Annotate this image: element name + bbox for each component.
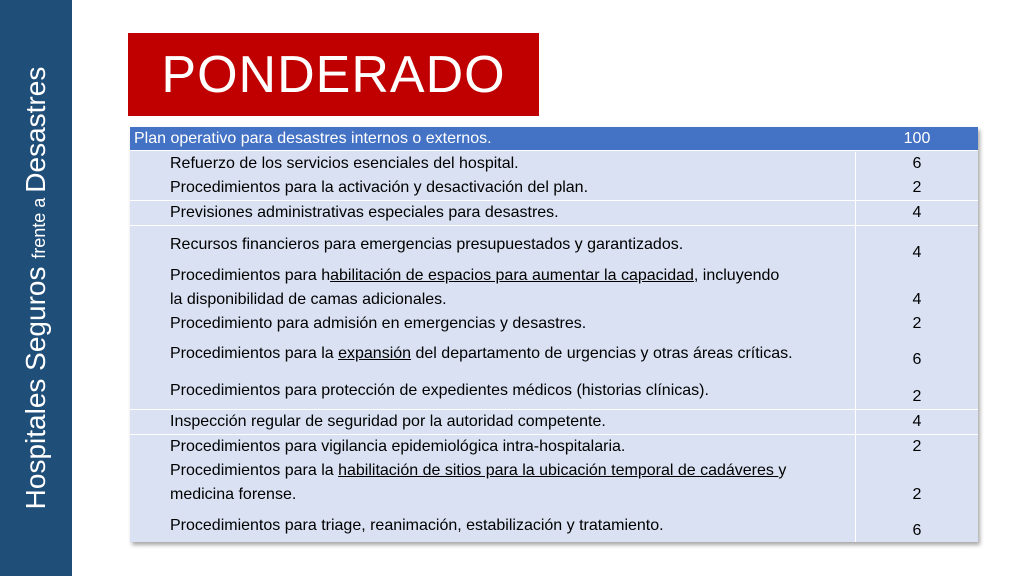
table-row-label: Procedimientos para protección de expedientes médicos (historias clínicas).: [170, 382, 709, 399]
table-header-row: [130, 127, 978, 150]
table-row-value: 4: [912, 413, 922, 430]
header-label: Plan operativo para desastres internos o externos.: [134, 129, 492, 147]
table-row-value: 6: [912, 155, 922, 172]
sidebar-band: [0, 0, 72, 576]
table-row-label: Procedimientos para triage, reanimación, estabilización y tratamiento.: [170, 517, 664, 534]
table-row-label: Recursos financieros para emergencias presupuestados y garantizados.: [170, 236, 684, 253]
table-row-value: 2: [912, 179, 922, 196]
page-title: PONDERADO: [161, 45, 506, 104]
table-row-label: Procedimientos para la habilitación de sitios para la ubicación temporal de cadáveres y: [170, 462, 787, 479]
weights-table: [130, 127, 978, 542]
table-row-label: Procedimientos para la expansión del departamento de urgencias y otras áreas críticas.: [170, 345, 793, 362]
table-row-value: 6: [912, 351, 922, 368]
header-value: 100: [903, 129, 931, 147]
table-row-label: Procedimientos para vigilancia epidemiológica intra-hospitalaria.: [170, 438, 626, 455]
table-group: [130, 150, 978, 200]
table-row-value: 6: [912, 522, 922, 539]
sidebar-title-part2: frente a: [29, 192, 49, 259]
table-row-label: Inspección regular de seguridad por la autoridad competente.: [170, 413, 606, 430]
table-row-label: Procedimientos para habilitación de espacios para aumentar la capacidad, incluyendo: [170, 267, 780, 284]
table-row-label: Previsiones administrativas especiales para desastres.: [170, 204, 559, 221]
table-row-label: Procedimientos para la activación y desactivación del plan.: [170, 179, 589, 196]
sidebar-title: [20, 67, 52, 510]
table-row-value: 4: [912, 291, 922, 308]
table-row-label: medicina forense.: [170, 486, 297, 503]
table-row-label: Procedimiento para admisión en emergencias y desastres.: [170, 315, 587, 332]
table-group: [130, 434, 978, 542]
table-row-value: 2: [912, 315, 922, 332]
table-group: [130, 409, 978, 434]
sidebar-title-part3: Desastres: [20, 66, 51, 193]
table-row-value: 2: [912, 438, 922, 455]
table-row-label: Refuerzo de los servicios esenciales del hospital.: [170, 155, 519, 172]
table-row-label: la disponibilidad de camas adicionales.: [170, 291, 447, 308]
table-group: [130, 225, 978, 409]
page-title-box: [128, 33, 539, 116]
table-row-value: 4: [912, 204, 922, 221]
sidebar-title-part1: Hospitales Seguros: [20, 258, 51, 510]
table-row-value: 2: [912, 486, 922, 503]
table-row-value: 4: [912, 244, 922, 261]
table-group: [130, 200, 978, 225]
table-row-value: 2: [912, 388, 922, 405]
